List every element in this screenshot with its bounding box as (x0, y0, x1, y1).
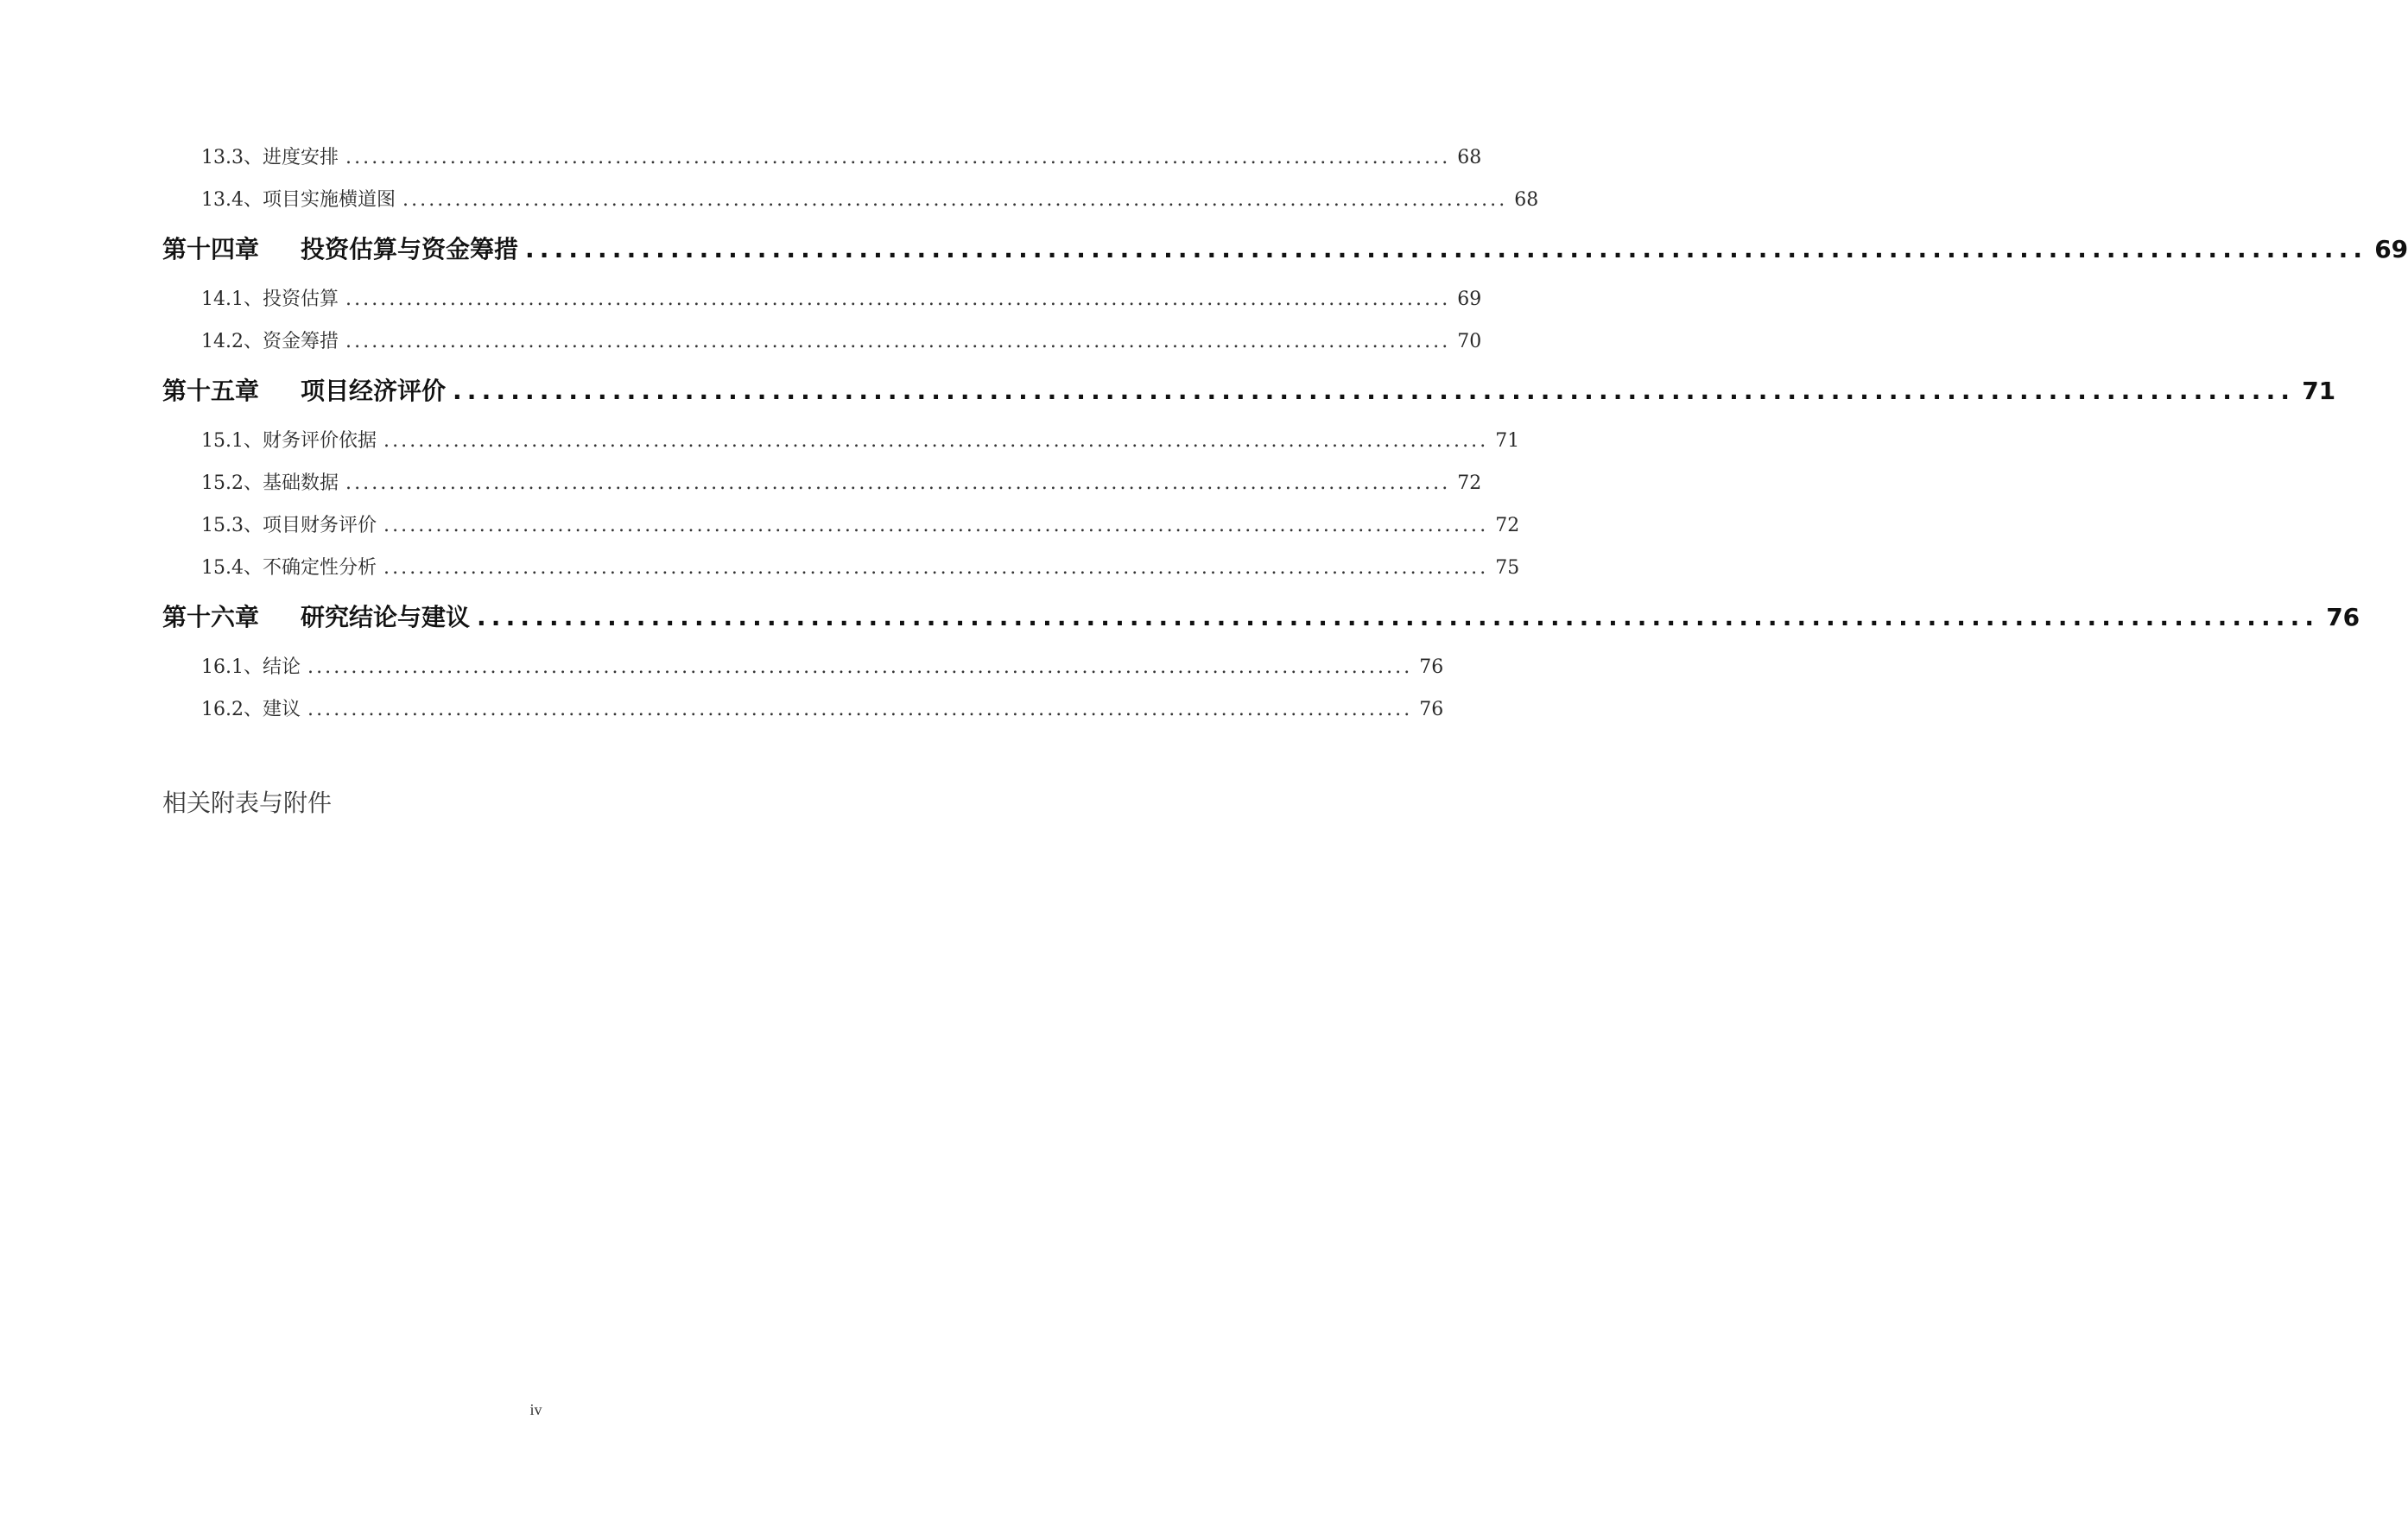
toc-entry-15-1[interactable] (162, 420, 1520, 462)
toc-entry-page: 68 (1457, 147, 1482, 168)
page-number: iv (529, 1401, 542, 1418)
dot-leader: ............................................................................................................................... (525, 235, 2368, 263)
dot-leader: ............................................................................................................................... (345, 147, 1451, 168)
toc-entry-16-1[interactable] (162, 646, 1444, 688)
chapter-title: 投资估算与资金筹措 (301, 235, 519, 263)
chapter-number: 第十四章 (162, 235, 260, 263)
toc-entry-title: 14.2、资金筹措 (201, 331, 339, 352)
toc-entry-title: 15.4、不确定性分析 (201, 557, 377, 579)
toc-entry-page: 68 (1514, 189, 1539, 211)
chapter-title: 项目经济评价 (301, 377, 447, 405)
toc-entry-page: 76 (1419, 699, 1444, 720)
toc-entry-page: 72 (1495, 515, 1520, 536)
dot-leader: ............................................................................................................................... (307, 656, 1413, 678)
toc-entry-15-2[interactable] (162, 462, 1482, 504)
dot-leader: ............................................................................................................................... (345, 288, 1451, 310)
dot-leader: ............................................................................................................................... (383, 557, 1489, 579)
dot-leader: ............................................................................................................................... (477, 603, 2320, 631)
dot-leader: ............................................................................................................................... (453, 377, 2296, 405)
chapter-page: 71 (2302, 377, 2336, 405)
toc-entry-page: 70 (1457, 331, 1482, 352)
toc-entry-15-4[interactable] (162, 547, 1520, 589)
dot-leader: ............................................................................................................................... (345, 472, 1451, 494)
dot-leader: ............................................................................................................................... (383, 515, 1489, 536)
chapter-number: 第十六章 (162, 603, 260, 631)
toc-entry-title: 14.1、投资估算 (201, 288, 339, 310)
toc-entry-title: 15.2、基础数据 (201, 472, 339, 494)
toc-chapter-16[interactable] (162, 589, 2360, 646)
dot-leader: ............................................................................................................................... (383, 430, 1489, 452)
chapter-page: 69 (2374, 235, 2408, 263)
dot-leader: ............................................................................................................................... (307, 699, 1413, 720)
toc-entry-16-2[interactable] (162, 688, 1444, 731)
toc-entry-15-3[interactable] (162, 504, 1520, 547)
toc-entry-13-3[interactable] (162, 136, 1482, 179)
toc-entry-title: 15.3、项目财务评价 (201, 515, 377, 536)
appendix-heading[interactable]: 相关附表与附件 (162, 789, 333, 817)
toc-entry-page: 71 (1495, 430, 1520, 452)
toc-entry-title: 13.3、进度安排 (201, 147, 339, 168)
dot-leader: ............................................................................................................................... (345, 331, 1451, 352)
table-of-contents (162, 136, 2408, 731)
toc-entry-page: 69 (1457, 288, 1482, 310)
toc-entry-14-2[interactable] (162, 320, 1482, 363)
toc-chapter-14[interactable] (162, 221, 2408, 278)
toc-entry-14-1[interactable] (162, 278, 1482, 320)
toc-chapter-15[interactable] (162, 363, 2336, 420)
toc-entry-page: 72 (1457, 472, 1482, 494)
toc-entry-title: 15.1、财务评价依据 (201, 430, 377, 452)
dot-leader: ............................................................................................................................... (402, 189, 1508, 211)
chapter-title: 研究结论与建议 (301, 603, 471, 631)
toc-entry-title: 16.1、结论 (201, 656, 301, 678)
chapter-number: 第十五章 (162, 377, 260, 405)
toc-entry-title: 13.4、项目实施横道图 (201, 189, 396, 211)
toc-entry-page: 75 (1495, 557, 1520, 579)
toc-entry-page: 76 (1419, 656, 1444, 678)
toc-entry-title: 16.2、建议 (201, 699, 301, 720)
chapter-page: 76 (2326, 603, 2360, 631)
toc-entry-13-4[interactable] (162, 179, 1539, 221)
